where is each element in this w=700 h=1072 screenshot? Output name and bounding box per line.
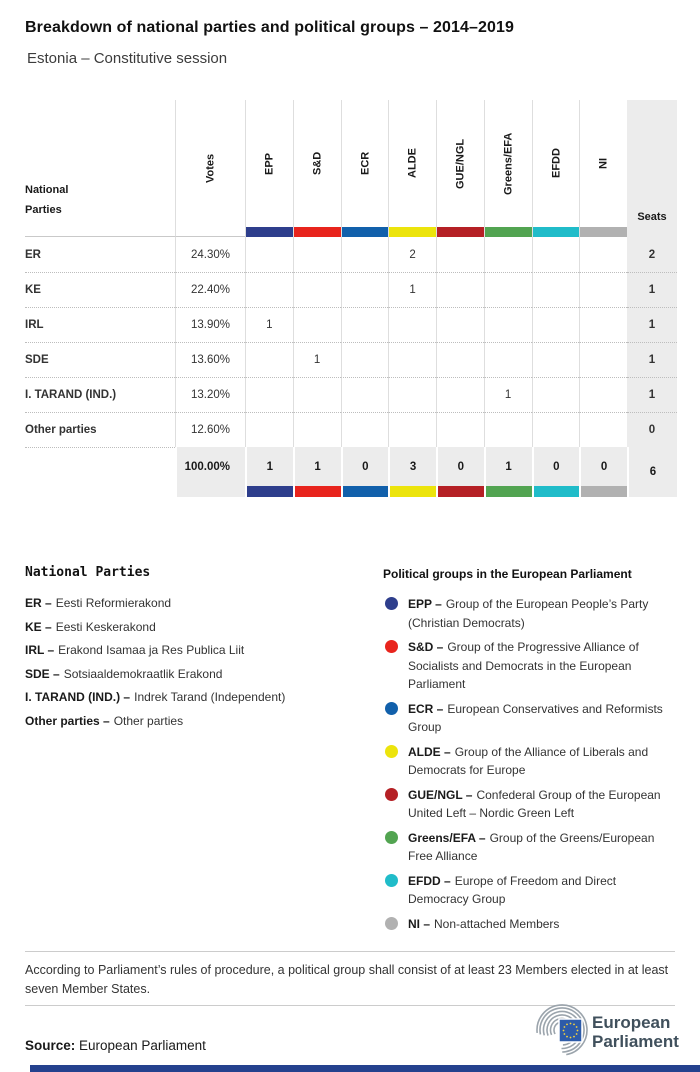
eu-flag [559, 1019, 582, 1042]
total-efdd: 0 [532, 447, 580, 497]
table-row: Other parties 12.60% 0 [25, 412, 677, 447]
european-parliament-logo [518, 1004, 698, 1056]
group-column-header-ni: NI [579, 100, 627, 237]
epp-color-bar [247, 486, 293, 497]
greensefa-color-bar [485, 227, 532, 237]
ecr-color-bar [343, 486, 389, 497]
group-column-header-sd: S&D [293, 100, 341, 237]
ecr-color-bar [342, 227, 389, 237]
group-column-header-alde: ALDE [388, 100, 436, 237]
ni-color-bar [581, 486, 627, 497]
epp-color-bar [246, 227, 293, 237]
table-row: SDE 13.60% 1 1 [25, 342, 677, 377]
page-subtitle: Estonia – Constitutive session [27, 50, 228, 67]
political-groups-legend [383, 567, 679, 939]
total-epp: 1 [245, 447, 293, 497]
total-ecr: 0 [341, 447, 389, 497]
legend-item: Other parties – Other parties [25, 713, 184, 728]
sd-color-bar [295, 486, 341, 497]
guengl-color-bar [437, 227, 484, 237]
legend-item: GUE/NGL – Confederal Group of the European United Left – Nordic Green Left [383, 786, 679, 823]
votes-column-header: Votes [175, 100, 245, 237]
legend-item: ER – Eesti Reformierakond [25, 596, 172, 610]
legend-item: NI – Non-attached Members [383, 915, 679, 934]
legend-item: IRL – Erakond Isamaa ja Res Publica Liit [25, 643, 245, 657]
results-table [25, 100, 677, 497]
total-greensefa: 1 [484, 447, 532, 497]
efdd-legend-dot [385, 874, 398, 887]
ni-legend-dot [385, 917, 398, 930]
group-column-header-epp: EPP [245, 100, 293, 237]
table-row: KE 22.40% 1 1 [25, 272, 677, 307]
legend-item: SDE – Sotsiaaldemokraatlik Erakond [25, 666, 223, 681]
greensefa-legend-dot [385, 831, 398, 844]
sd-color-bar [294, 227, 341, 237]
table-header-row [25, 100, 677, 237]
legend-item: I. TARAND (IND.) – Indrek Tarand (Independent) [25, 690, 286, 704]
total-seats: 6 [627, 447, 677, 497]
alde-legend-dot [385, 745, 398, 758]
national-parties-column-header: National Parties [25, 100, 175, 237]
alde-color-bar [390, 486, 436, 497]
national-parties-legend [25, 565, 355, 737]
legend-item: Greens/EFA – Group of the Greens/European Free Alliance [383, 829, 679, 866]
bottom-accent-bar [30, 1065, 700, 1072]
procedure-note: According to Parliament’s rules of procedure, a political group shall consist of at least 23 Members elected in at least seven Member States. [25, 963, 669, 997]
legend-item: EFDD – Europe of Freedom and Direct Democracy Group [383, 872, 679, 909]
seats-column-header: Seats [627, 100, 677, 237]
guengl-color-bar [438, 486, 484, 497]
table-row: I. TARAND (IND.) 13.20% 1 1 [25, 377, 677, 412]
table-total-row [25, 447, 677, 497]
sd-legend-dot [385, 640, 398, 653]
group-column-header-guengl: GUE/NGL [436, 100, 484, 237]
logo-text-line2: Parliament [592, 1032, 679, 1051]
group-column-header-efdd: EFDD [532, 100, 580, 237]
total-votes: 100.00% [175, 447, 245, 497]
group-column-header-ecr: ECR [341, 100, 389, 237]
total-alde: 3 [388, 447, 436, 497]
legend-item: EPP – Group of the European People’s Party (Christian Democrats) [383, 595, 679, 632]
total-ni: 0 [579, 447, 627, 497]
greensefa-color-bar [486, 486, 532, 497]
source-line: Source: European Parliament [25, 1038, 206, 1053]
guengl-legend-dot [385, 788, 398, 801]
divider [25, 951, 675, 952]
page-title: Breakdown of national parties and political groups – 2014–2019 [25, 19, 515, 36]
efdd-color-bar [533, 227, 580, 237]
legend-heading: National Parties [25, 565, 151, 580]
legend-item: ALDE – Group of the Alliance of Liberals and Democrats for Europe [383, 743, 679, 780]
logo-text-line1: European [592, 1013, 671, 1032]
efdd-color-bar [534, 486, 580, 497]
total-sd: 1 [293, 447, 341, 497]
legend-heading: Political groups in the European Parliament [383, 567, 632, 581]
epp-legend-dot [385, 597, 398, 610]
legend-item: ECR – European Conservatives and Reformists Group [383, 700, 679, 737]
alde-color-bar [389, 227, 436, 237]
ecr-legend-dot [385, 702, 398, 715]
table-row: ER 24.30% 2 2 [25, 237, 677, 272]
legend-item: S&D – Group of the Progressive Alliance of Socialists and Democrats in the European Parliament [383, 638, 679, 694]
ni-color-bar [580, 227, 627, 237]
table-row: IRL 13.90% 1 1 [25, 307, 677, 342]
group-column-header-greensefa: Greens/EFA [484, 100, 532, 237]
total-empty-cell [25, 447, 175, 497]
legend-item: KE – Eesti Keskerakond [25, 619, 156, 634]
total-guengl: 0 [436, 447, 484, 497]
